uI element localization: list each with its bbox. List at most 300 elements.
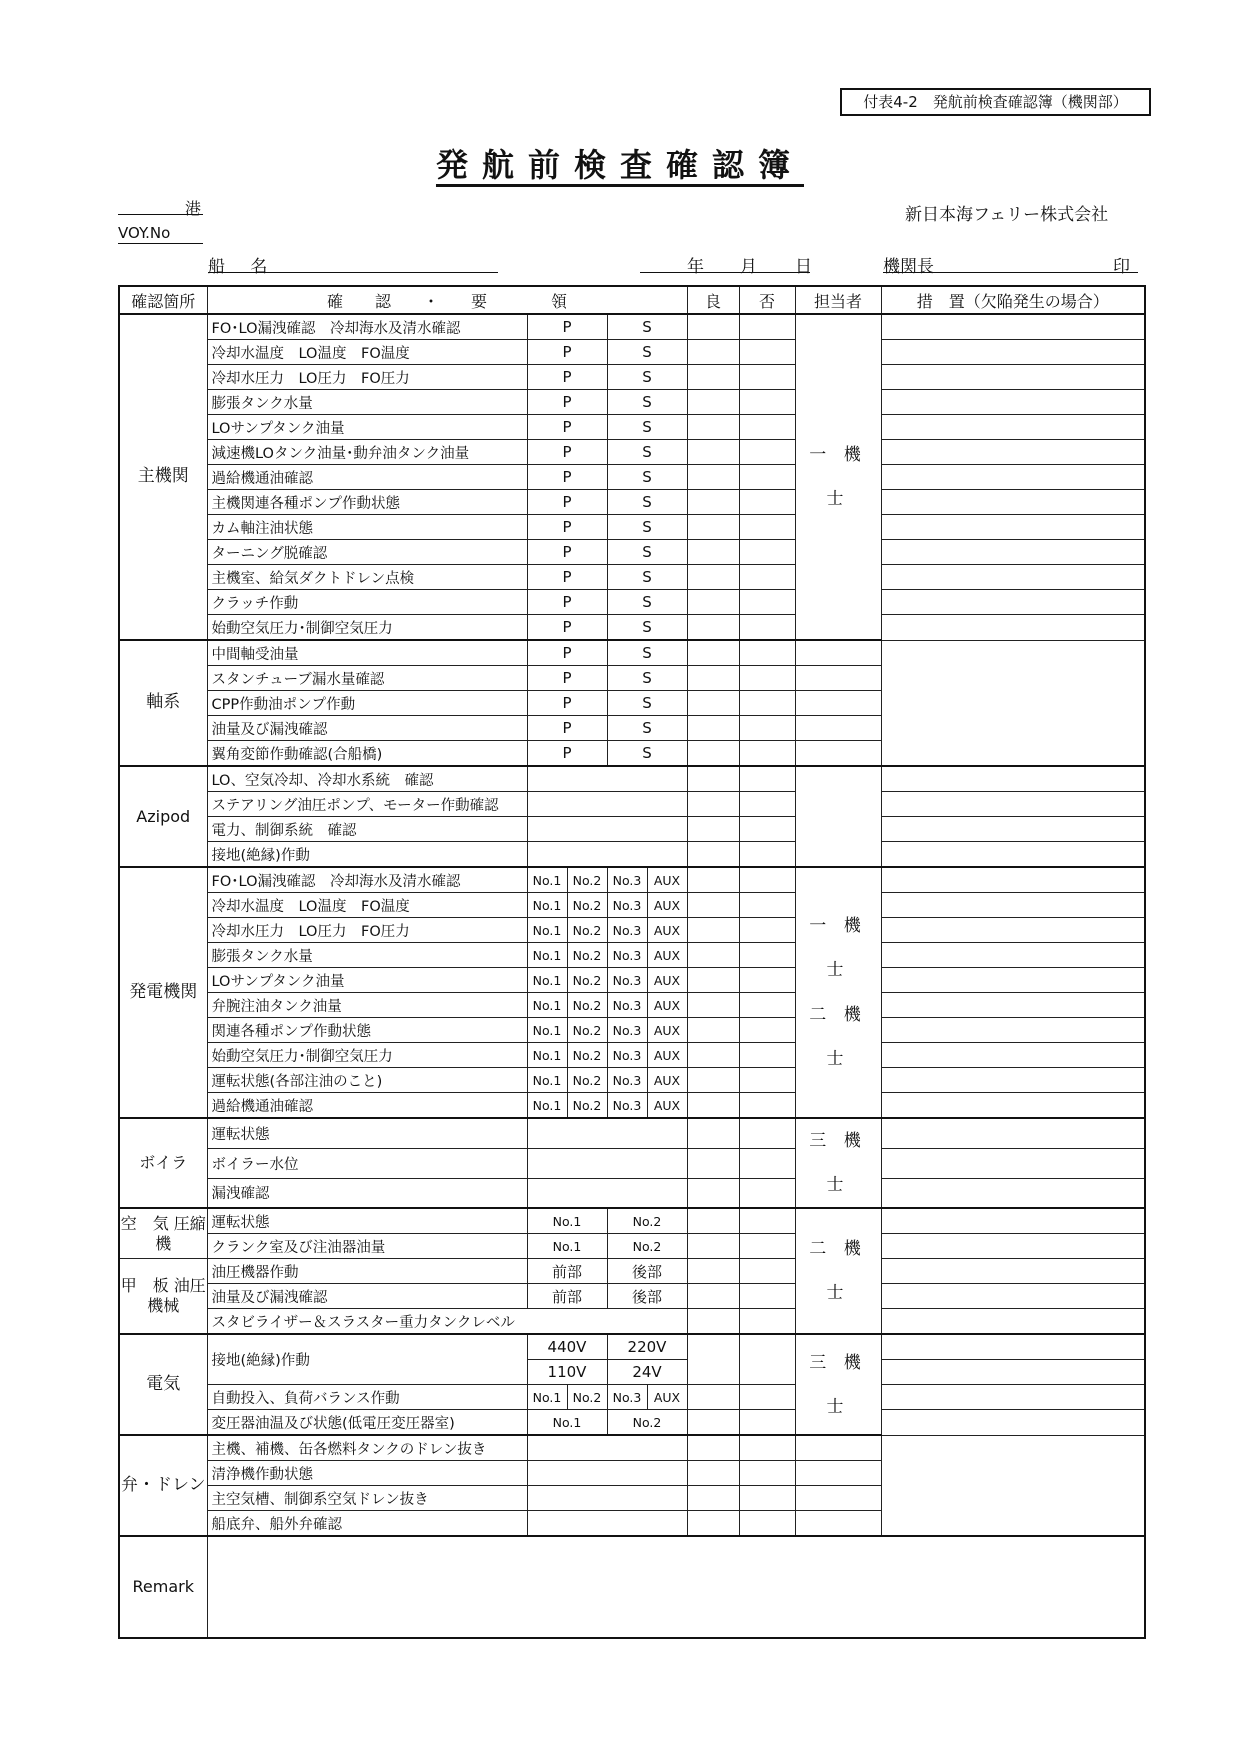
table-row — [119, 314, 1145, 340]
starboard-side-mark: S — [607, 590, 687, 615]
bad-cell[interactable] — [739, 540, 795, 565]
measure-cell[interactable] — [881, 340, 1145, 365]
table-row — [119, 340, 1145, 365]
section-valve-drain — [119, 1435, 1145, 1536]
measure-cell[interactable] — [881, 943, 1145, 968]
bad-cell[interactable] — [739, 590, 795, 615]
table-row — [119, 716, 1145, 741]
measure-cell[interactable] — [881, 1118, 1145, 1148]
good-cell[interactable] — [687, 1334, 739, 1385]
measure-cell[interactable] — [881, 792, 1145, 817]
no1-mark: No.1 — [527, 893, 567, 918]
table-row — [119, 867, 1145, 893]
measure-cell[interactable] — [795, 716, 881, 741]
starboard-side-mark: S — [607, 490, 687, 515]
bad-cell[interactable] — [739, 993, 795, 1018]
no3-mark: No.3 — [607, 918, 647, 943]
bad-cell[interactable] — [739, 1486, 795, 1511]
bad-cell[interactable] — [739, 465, 795, 490]
value-cell[interactable] — [527, 842, 687, 868]
port-label: 港 — [185, 199, 202, 218]
no1-mark: No.1 — [527, 943, 567, 968]
no2-mark: No.2 — [567, 893, 607, 918]
check-item: LO、空気冷却、冷却水系統 確認 — [207, 766, 527, 792]
starboard-side-mark: S — [607, 314, 687, 340]
ship-name-field[interactable] — [208, 272, 498, 273]
starboard-side-mark: S — [607, 741, 687, 767]
header-procedure: 確 認 ・ 要 領 — [207, 286, 687, 314]
table-row — [119, 640, 1145, 666]
measure-cell[interactable] — [881, 842, 1145, 868]
good-cell[interactable] — [687, 390, 739, 415]
bad-cell[interactable] — [739, 1284, 795, 1309]
good-cell[interactable] — [687, 842, 739, 868]
check-item: 主機関連各種ポンプ作動状態 — [207, 490, 527, 515]
bad-cell[interactable] — [739, 1385, 795, 1410]
good-cell[interactable] — [687, 993, 739, 1018]
good-cell[interactable] — [687, 1486, 739, 1511]
good-cell[interactable] — [687, 1259, 739, 1284]
check-item: 翼角変節作動確認(合船橋) — [207, 741, 527, 767]
check-item: 関連各種ポンプ作動状態 — [207, 1018, 527, 1043]
measure-cell[interactable] — [881, 817, 1145, 842]
value-cell[interactable] — [527, 1118, 687, 1148]
measure-cell[interactable] — [881, 390, 1145, 415]
chief-engineer-field[interactable] — [883, 272, 1138, 273]
good-cell[interactable] — [687, 565, 739, 590]
check-item: 始動空気圧力･制御空気圧力 — [207, 1043, 527, 1068]
section-label: 電気 — [119, 1334, 207, 1435]
good-cell[interactable] — [687, 893, 739, 918]
month-label: 月 — [740, 257, 757, 277]
aux-mark: AUX — [647, 993, 687, 1018]
good-cell[interactable] — [687, 691, 739, 716]
good-cell[interactable] — [687, 716, 739, 741]
section-main-engine — [119, 314, 1145, 640]
check-item: 主空気槽、制御系空気ドレン抜き — [207, 1486, 527, 1511]
good-cell[interactable] — [687, 465, 739, 490]
measure-cell[interactable] — [795, 1486, 881, 1511]
bad-cell[interactable] — [739, 615, 795, 641]
bad-cell[interactable] — [739, 1461, 795, 1486]
value-cell[interactable] — [527, 817, 687, 842]
person-first: 一 機 士 — [809, 916, 867, 981]
header-good: 良 — [687, 286, 739, 314]
no2-mark: No.2 — [607, 1410, 687, 1436]
check-item: カム軸注油状態 — [207, 515, 527, 540]
section-generator — [119, 867, 1145, 1118]
good-cell[interactable] — [687, 540, 739, 565]
bad-cell[interactable] — [739, 1068, 795, 1093]
bad-cell[interactable] — [739, 1259, 795, 1284]
good-cell[interactable] — [687, 867, 739, 893]
aux-mark: AUX — [647, 943, 687, 968]
measure-cell[interactable] — [795, 741, 881, 767]
check-item: 膨張タンク水量 — [207, 943, 527, 968]
measure-cell[interactable] — [881, 590, 1145, 615]
bad-cell[interactable] — [739, 1118, 795, 1148]
table-row — [119, 993, 1145, 1018]
check-item: スタビライザー＆スラスター重力タンクレベル — [207, 1309, 687, 1335]
good-cell[interactable] — [687, 590, 739, 615]
port-side-mark: P — [527, 314, 607, 340]
bad-cell[interactable] — [739, 792, 795, 817]
check-item: 変圧器油温及び状態(低電圧変圧器室) — [207, 1410, 527, 1436]
chief-engineer-label: 機関長 — [883, 257, 934, 277]
bad-cell[interactable] — [739, 515, 795, 540]
good-cell[interactable] — [687, 515, 739, 540]
bad-cell[interactable] — [739, 691, 795, 716]
check-item: FO･LO漏洩確認 冷却海水及清水確認 — [207, 314, 527, 340]
no3-mark: No.3 — [607, 1068, 647, 1093]
measure-cell[interactable] — [881, 1093, 1145, 1119]
check-item: クラッチ作動 — [207, 590, 527, 615]
table-row — [119, 741, 1145, 767]
measure-cell[interactable] — [795, 640, 881, 666]
no2-mark: No.2 — [567, 1018, 607, 1043]
check-item: ステアリング油圧ポンプ、モーター作動確認 — [207, 792, 527, 817]
bad-cell[interactable] — [739, 867, 795, 893]
check-item: 船底弁、船外弁確認 — [207, 1511, 527, 1537]
bad-cell[interactable] — [739, 943, 795, 968]
port-side-mark: P — [527, 490, 607, 515]
bad-cell[interactable] — [739, 1148, 795, 1178]
table-row — [119, 465, 1145, 490]
good-cell[interactable] — [687, 792, 739, 817]
measure-cell[interactable] — [881, 1410, 1145, 1436]
bad-cell[interactable] — [739, 716, 795, 741]
bad-cell[interactable] — [739, 1234, 795, 1259]
measure-cell[interactable] — [881, 415, 1145, 440]
table-row — [119, 766, 1145, 792]
measure-cell[interactable] — [881, 1234, 1145, 1259]
front-mark: 前部 — [527, 1284, 607, 1309]
measure-cell[interactable] — [881, 1208, 1145, 1234]
port-side-mark: P — [527, 565, 607, 590]
section-label: 主機関 — [119, 314, 207, 640]
starboard-side-mark: S — [607, 640, 687, 666]
bad-cell[interactable] — [739, 1435, 795, 1461]
good-cell[interactable] — [687, 766, 739, 792]
good-cell[interactable] — [687, 968, 739, 993]
no1-mark: No.1 — [527, 1068, 567, 1093]
measure-cell[interactable] — [881, 615, 1145, 641]
value-cell[interactable] — [527, 1178, 687, 1208]
measure-cell[interactable] — [881, 1284, 1145, 1309]
check-item: 運転状態 — [207, 1118, 527, 1148]
bad-cell[interactable] — [739, 817, 795, 842]
measure-cell[interactable] — [881, 1018, 1145, 1043]
starboard-side-mark: S — [607, 465, 687, 490]
aux-mark: AUX — [647, 1385, 687, 1410]
starboard-side-mark: S — [607, 515, 687, 540]
bad-cell[interactable] — [739, 1093, 795, 1119]
table-row — [119, 1018, 1145, 1043]
person-cell: 二 機 士 — [795, 1208, 881, 1334]
value-cell[interactable] — [527, 1461, 687, 1486]
aux-mark: AUX — [647, 893, 687, 918]
good-cell[interactable] — [687, 1178, 739, 1208]
bad-cell[interactable] — [739, 666, 795, 691]
value-cell[interactable] — [527, 1511, 687, 1537]
no1-mark: No.1 — [527, 1385, 567, 1410]
no3-mark: No.3 — [607, 968, 647, 993]
measure-cell[interactable] — [881, 1043, 1145, 1068]
bad-cell[interactable] — [739, 1018, 795, 1043]
measure-cell[interactable] — [795, 1511, 881, 1537]
good-cell[interactable] — [687, 918, 739, 943]
measure-cell[interactable] — [881, 314, 1145, 340]
measure-cell[interactable] — [881, 993, 1145, 1018]
voltage-24-mark: 24V — [607, 1360, 687, 1385]
measure-cell[interactable] — [881, 1178, 1145, 1208]
check-item: 漏洩確認 — [207, 1178, 527, 1208]
measure-cell[interactable] — [881, 918, 1145, 943]
check-item: 接地(絶縁)作動 — [207, 842, 527, 868]
bad-cell[interactable] — [739, 390, 795, 415]
good-cell[interactable] — [687, 1309, 739, 1335]
value-cell[interactable] — [527, 766, 687, 792]
measure-cell[interactable] — [881, 1385, 1145, 1410]
port-side-mark: P — [527, 741, 607, 767]
measure-cell[interactable] — [795, 1435, 881, 1461]
value-cell[interactable] — [527, 1486, 687, 1511]
bad-cell[interactable] — [739, 415, 795, 440]
table-row — [119, 1385, 1145, 1410]
no3-mark: No.3 — [607, 867, 647, 893]
aux-mark: AUX — [647, 1018, 687, 1043]
good-cell[interactable] — [687, 1068, 739, 1093]
value-cell[interactable] — [527, 792, 687, 817]
good-cell[interactable] — [687, 1208, 739, 1234]
check-item: 運転状態(各部注油のこと) — [207, 1068, 527, 1093]
port-side-mark: P — [527, 415, 607, 440]
good-cell[interactable] — [687, 1284, 739, 1309]
measure-cell[interactable] — [881, 440, 1145, 465]
no2-mark: No.2 — [567, 1093, 607, 1119]
value-cell[interactable] — [527, 1148, 687, 1178]
good-cell[interactable] — [687, 615, 739, 641]
no1-mark: No.1 — [527, 1043, 567, 1068]
check-item: LOサンプタンク油量 — [207, 415, 527, 440]
check-item: 冷却水温度 LO温度 FO温度 — [207, 893, 527, 918]
good-cell[interactable] — [687, 1410, 739, 1436]
no1-mark: No.1 — [527, 918, 567, 943]
measure-cell[interactable] — [881, 515, 1145, 540]
check-item: 清浄機作動状態 — [207, 1461, 527, 1486]
voy-label: VOY.No — [118, 224, 171, 242]
starboard-side-mark: S — [607, 390, 687, 415]
rear-mark: 後部 — [607, 1284, 687, 1309]
port-side-mark: P — [527, 390, 607, 415]
good-cell[interactable] — [687, 1148, 739, 1178]
table-row — [119, 1309, 1145, 1335]
section-label: ボイラ — [119, 1118, 207, 1208]
good-cell[interactable] — [687, 490, 739, 515]
section-label: 甲 板 油圧機械 — [119, 1259, 207, 1335]
bad-cell[interactable] — [739, 918, 795, 943]
table-row — [119, 666, 1145, 691]
port-side-mark: P — [527, 691, 607, 716]
bad-cell[interactable] — [739, 440, 795, 465]
good-cell[interactable] — [687, 1043, 739, 1068]
good-cell[interactable] — [687, 640, 739, 666]
starboard-side-mark: S — [607, 415, 687, 440]
table-row — [119, 515, 1145, 540]
no3-mark: No.3 — [607, 993, 647, 1018]
table-row — [119, 1234, 1145, 1259]
bad-cell[interactable] — [739, 968, 795, 993]
table-row — [119, 1068, 1145, 1093]
check-item: 過給機通油確認 — [207, 1093, 527, 1119]
bad-cell[interactable] — [739, 1334, 795, 1385]
measure-cell[interactable] — [881, 1309, 1145, 1335]
no1-mark: No.1 — [527, 1234, 607, 1259]
value-cell[interactable] — [527, 1435, 687, 1461]
good-cell[interactable] — [687, 1385, 739, 1410]
table-row — [119, 1178, 1145, 1208]
good-cell[interactable] — [687, 741, 739, 767]
bad-cell[interactable] — [739, 1178, 795, 1208]
good-cell[interactable] — [687, 340, 739, 365]
person-cell[interactable] — [795, 766, 881, 867]
good-cell[interactable] — [687, 943, 739, 968]
table-row — [119, 1093, 1145, 1119]
rear-mark: 後部 — [607, 1259, 687, 1284]
check-item: 運転状態 — [207, 1208, 527, 1234]
bad-cell[interactable] — [739, 741, 795, 767]
table-row — [119, 1208, 1145, 1234]
table-row — [119, 390, 1145, 415]
good-cell[interactable] — [687, 1435, 739, 1461]
no3-mark: No.3 — [607, 893, 647, 918]
voltage-440-mark: 440V — [527, 1334, 607, 1360]
port-side-mark: P — [527, 590, 607, 615]
table-row — [119, 1511, 1145, 1537]
bad-cell[interactable] — [739, 490, 795, 515]
no1-mark: No.1 — [527, 1093, 567, 1119]
section-label: 弁・ドレン — [119, 1435, 207, 1536]
good-cell[interactable] — [687, 817, 739, 842]
check-item: FO･LO漏洩確認 冷却海水及清水確認 — [207, 867, 527, 893]
no3-mark: No.3 — [607, 1018, 647, 1043]
header-measure: 措 置（欠陥発生の場合） — [881, 286, 1145, 314]
bad-cell[interactable] — [739, 365, 795, 390]
bad-cell[interactable] — [739, 1208, 795, 1234]
good-cell[interactable] — [687, 365, 739, 390]
measure-cell[interactable] — [881, 1334, 1145, 1360]
measure-cell[interactable] — [881, 365, 1145, 390]
no2-mark: No.2 — [567, 1043, 607, 1068]
check-item: ターニング脱確認 — [207, 540, 527, 565]
table-row — [119, 817, 1145, 842]
bad-cell[interactable] — [739, 766, 795, 792]
port-side-mark: P — [527, 515, 607, 540]
good-cell[interactable] — [687, 440, 739, 465]
table-row — [119, 1410, 1145, 1436]
measure-cell[interactable] — [795, 691, 881, 716]
port-side-mark: P — [527, 540, 607, 565]
good-cell[interactable] — [687, 666, 739, 691]
remark-field[interactable] — [207, 1536, 1145, 1638]
measure-cell[interactable] — [881, 540, 1145, 565]
starboard-side-mark: S — [607, 340, 687, 365]
no3-mark: No.3 — [607, 1043, 647, 1068]
starboard-side-mark: S — [607, 440, 687, 465]
no1-mark: No.1 — [527, 1410, 607, 1436]
bad-cell[interactable] — [739, 1043, 795, 1068]
measure-cell[interactable] — [881, 465, 1145, 490]
port-side-mark: P — [527, 666, 607, 691]
bad-cell[interactable] — [739, 893, 795, 918]
header-bad: 否 — [739, 286, 795, 314]
inspection-table — [118, 285, 1146, 1639]
person-cell: 三 機 士 — [795, 1118, 881, 1208]
aux-mark: AUX — [647, 918, 687, 943]
measure-cell[interactable] — [881, 968, 1145, 993]
measure-cell[interactable] — [881, 766, 1145, 792]
measure-cell[interactable] — [795, 1461, 881, 1486]
bad-cell[interactable] — [739, 640, 795, 666]
no2-mark: No.2 — [607, 1208, 687, 1234]
no2-mark: No.2 — [607, 1234, 687, 1259]
measure-cell[interactable] — [881, 1259, 1145, 1284]
good-cell[interactable] — [687, 1018, 739, 1043]
aux-mark: AUX — [647, 1043, 687, 1068]
bad-cell[interactable] — [739, 1410, 795, 1436]
no3-mark: No.3 — [607, 1093, 647, 1119]
measure-cell[interactable] — [795, 666, 881, 691]
check-item: スタンチューブ漏水量確認 — [207, 666, 527, 691]
voy-field[interactable] — [118, 243, 203, 244]
bad-cell[interactable] — [739, 314, 795, 340]
seal-label: 印 — [1113, 257, 1130, 277]
good-cell[interactable] — [687, 1234, 739, 1259]
bad-cell[interactable] — [739, 340, 795, 365]
good-cell[interactable] — [687, 415, 739, 440]
check-item: 冷却水圧力 LO圧力 FO圧力 — [207, 365, 527, 390]
table-row — [119, 590, 1145, 615]
good-cell[interactable] — [687, 314, 739, 340]
measure-cell[interactable] — [881, 1360, 1145, 1385]
measure-cell[interactable] — [881, 867, 1145, 893]
aux-mark: AUX — [647, 1093, 687, 1119]
header-person: 担当者 — [795, 286, 881, 314]
check-item: 油量及び漏洩確認 — [207, 1284, 527, 1309]
bad-cell[interactable] — [739, 1309, 795, 1335]
table-row — [119, 490, 1145, 515]
port-field[interactable] — [118, 214, 203, 215]
bad-cell[interactable] — [739, 842, 795, 868]
bad-cell[interactable] — [739, 1511, 795, 1537]
measure-cell[interactable] — [881, 490, 1145, 515]
good-cell[interactable] — [687, 1511, 739, 1537]
measure-cell[interactable] — [881, 893, 1145, 918]
check-item: 減速機LOタンク油量･動弁油タンク油量 — [207, 440, 527, 465]
measure-cell[interactable] — [881, 1068, 1145, 1093]
good-cell[interactable] — [687, 1118, 739, 1148]
measure-cell[interactable] — [881, 1148, 1145, 1178]
section-compressor-deck — [119, 1208, 1145, 1334]
check-item: 油圧機器作動 — [207, 1259, 527, 1284]
bad-cell[interactable] — [739, 565, 795, 590]
good-cell[interactable] — [687, 1093, 739, 1119]
measure-cell[interactable] — [881, 565, 1145, 590]
company-name: 新日本海フェリー株式会社 — [905, 205, 1109, 225]
no3-mark: No.3 — [607, 943, 647, 968]
good-cell[interactable] — [687, 1461, 739, 1486]
date-field[interactable] — [640, 272, 810, 273]
